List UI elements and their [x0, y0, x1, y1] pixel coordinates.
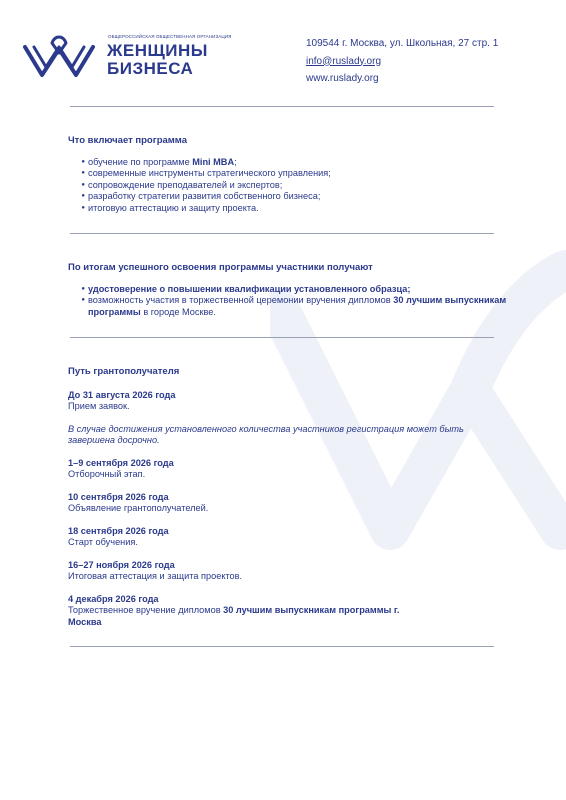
- list-item: ● возможность участия в торжественной церемонии вручения дипломов 30 лучшим выпускникам программы в городе Москве.: [68, 295, 508, 318]
- section-heading: Путь грантополучателя: [68, 366, 180, 377]
- program-section: [68, 135, 508, 214]
- results-list: [68, 284, 508, 319]
- divider: [70, 646, 494, 647]
- organization-name: [107, 42, 208, 78]
- step-text: Прием заявок.: [68, 401, 130, 411]
- program-list: [68, 157, 508, 215]
- step-text: Старт обучения.: [68, 537, 138, 547]
- organization-type: ОБЩЕРОССИЙСКАЯ ОБЩЕСТВЕННАЯ ОРГАНИЗАЦИЯ: [108, 34, 232, 39]
- contacts-block: [306, 35, 498, 88]
- divider: [70, 337, 494, 338]
- section-heading: Что включает программа: [68, 135, 187, 146]
- timeline-step: [68, 526, 508, 549]
- step-date: 18 сентября 2026 года: [68, 525, 169, 536]
- step-date: До 31 августа 2026 года: [68, 389, 176, 400]
- step-date: 16–27 ноября 2026 года: [68, 559, 175, 570]
- step-text: Итоговая аттестация и защита проектов.: [68, 571, 243, 581]
- email-link[interactable]: info@ruslady.org: [306, 55, 381, 67]
- organization-name-line2: БИЗНЕСА: [107, 59, 194, 78]
- step-note: В случае достижения установленного количества участников регистрация может быть завершена досрочно.: [68, 423, 464, 445]
- organization-logo: [22, 33, 96, 79]
- timeline-step: [68, 492, 508, 515]
- list-item: ● итоговую аттестацию и защиту проекта.: [68, 203, 508, 215]
- step-date: 1–9 сентября 2026 года: [68, 457, 174, 468]
- timeline-step: [68, 560, 508, 583]
- step-date: 10 сентября 2026 года: [68, 491, 169, 502]
- timeline-step: [68, 390, 508, 447]
- step-text: Торжественное вручение дипломов: [68, 605, 224, 615]
- list-item: ● современные инструменты стратегического управления;: [68, 168, 508, 180]
- step-text: Отборочный этап.: [68, 469, 146, 479]
- step-date: 4 декабря 2026 года: [68, 593, 159, 604]
- divider: [70, 233, 494, 234]
- list-item: ● разработку стратегии развития собственного бизнеса;: [68, 191, 508, 203]
- organization-name-line1: ЖЕНЩИНЫ: [107, 41, 208, 60]
- results-section: [68, 262, 508, 318]
- list-item: ● сопровождение преподавателей и экспертов;: [68, 180, 508, 192]
- timeline-step: [68, 458, 508, 481]
- address: 109544 г. Москва, ул. Школьная, 27 стр. 1: [306, 38, 499, 49]
- divider: [70, 106, 494, 107]
- step-text-bold: 30 лучшим выпускникам программы г. Москва: [68, 605, 400, 627]
- list-item: ● удостоверение о повышении квалификации установленного образца;: [68, 284, 508, 296]
- section-heading: По итогам успешного освоения программы участники получают: [68, 262, 373, 273]
- timeline-step: [68, 594, 428, 629]
- website-link[interactable]: www.ruslady.org: [306, 73, 379, 84]
- list-item: ● обучение по программе Mini MBA;: [68, 157, 508, 169]
- step-text: Объявление грантополучателей.: [68, 503, 209, 513]
- path-section: [68, 366, 508, 628]
